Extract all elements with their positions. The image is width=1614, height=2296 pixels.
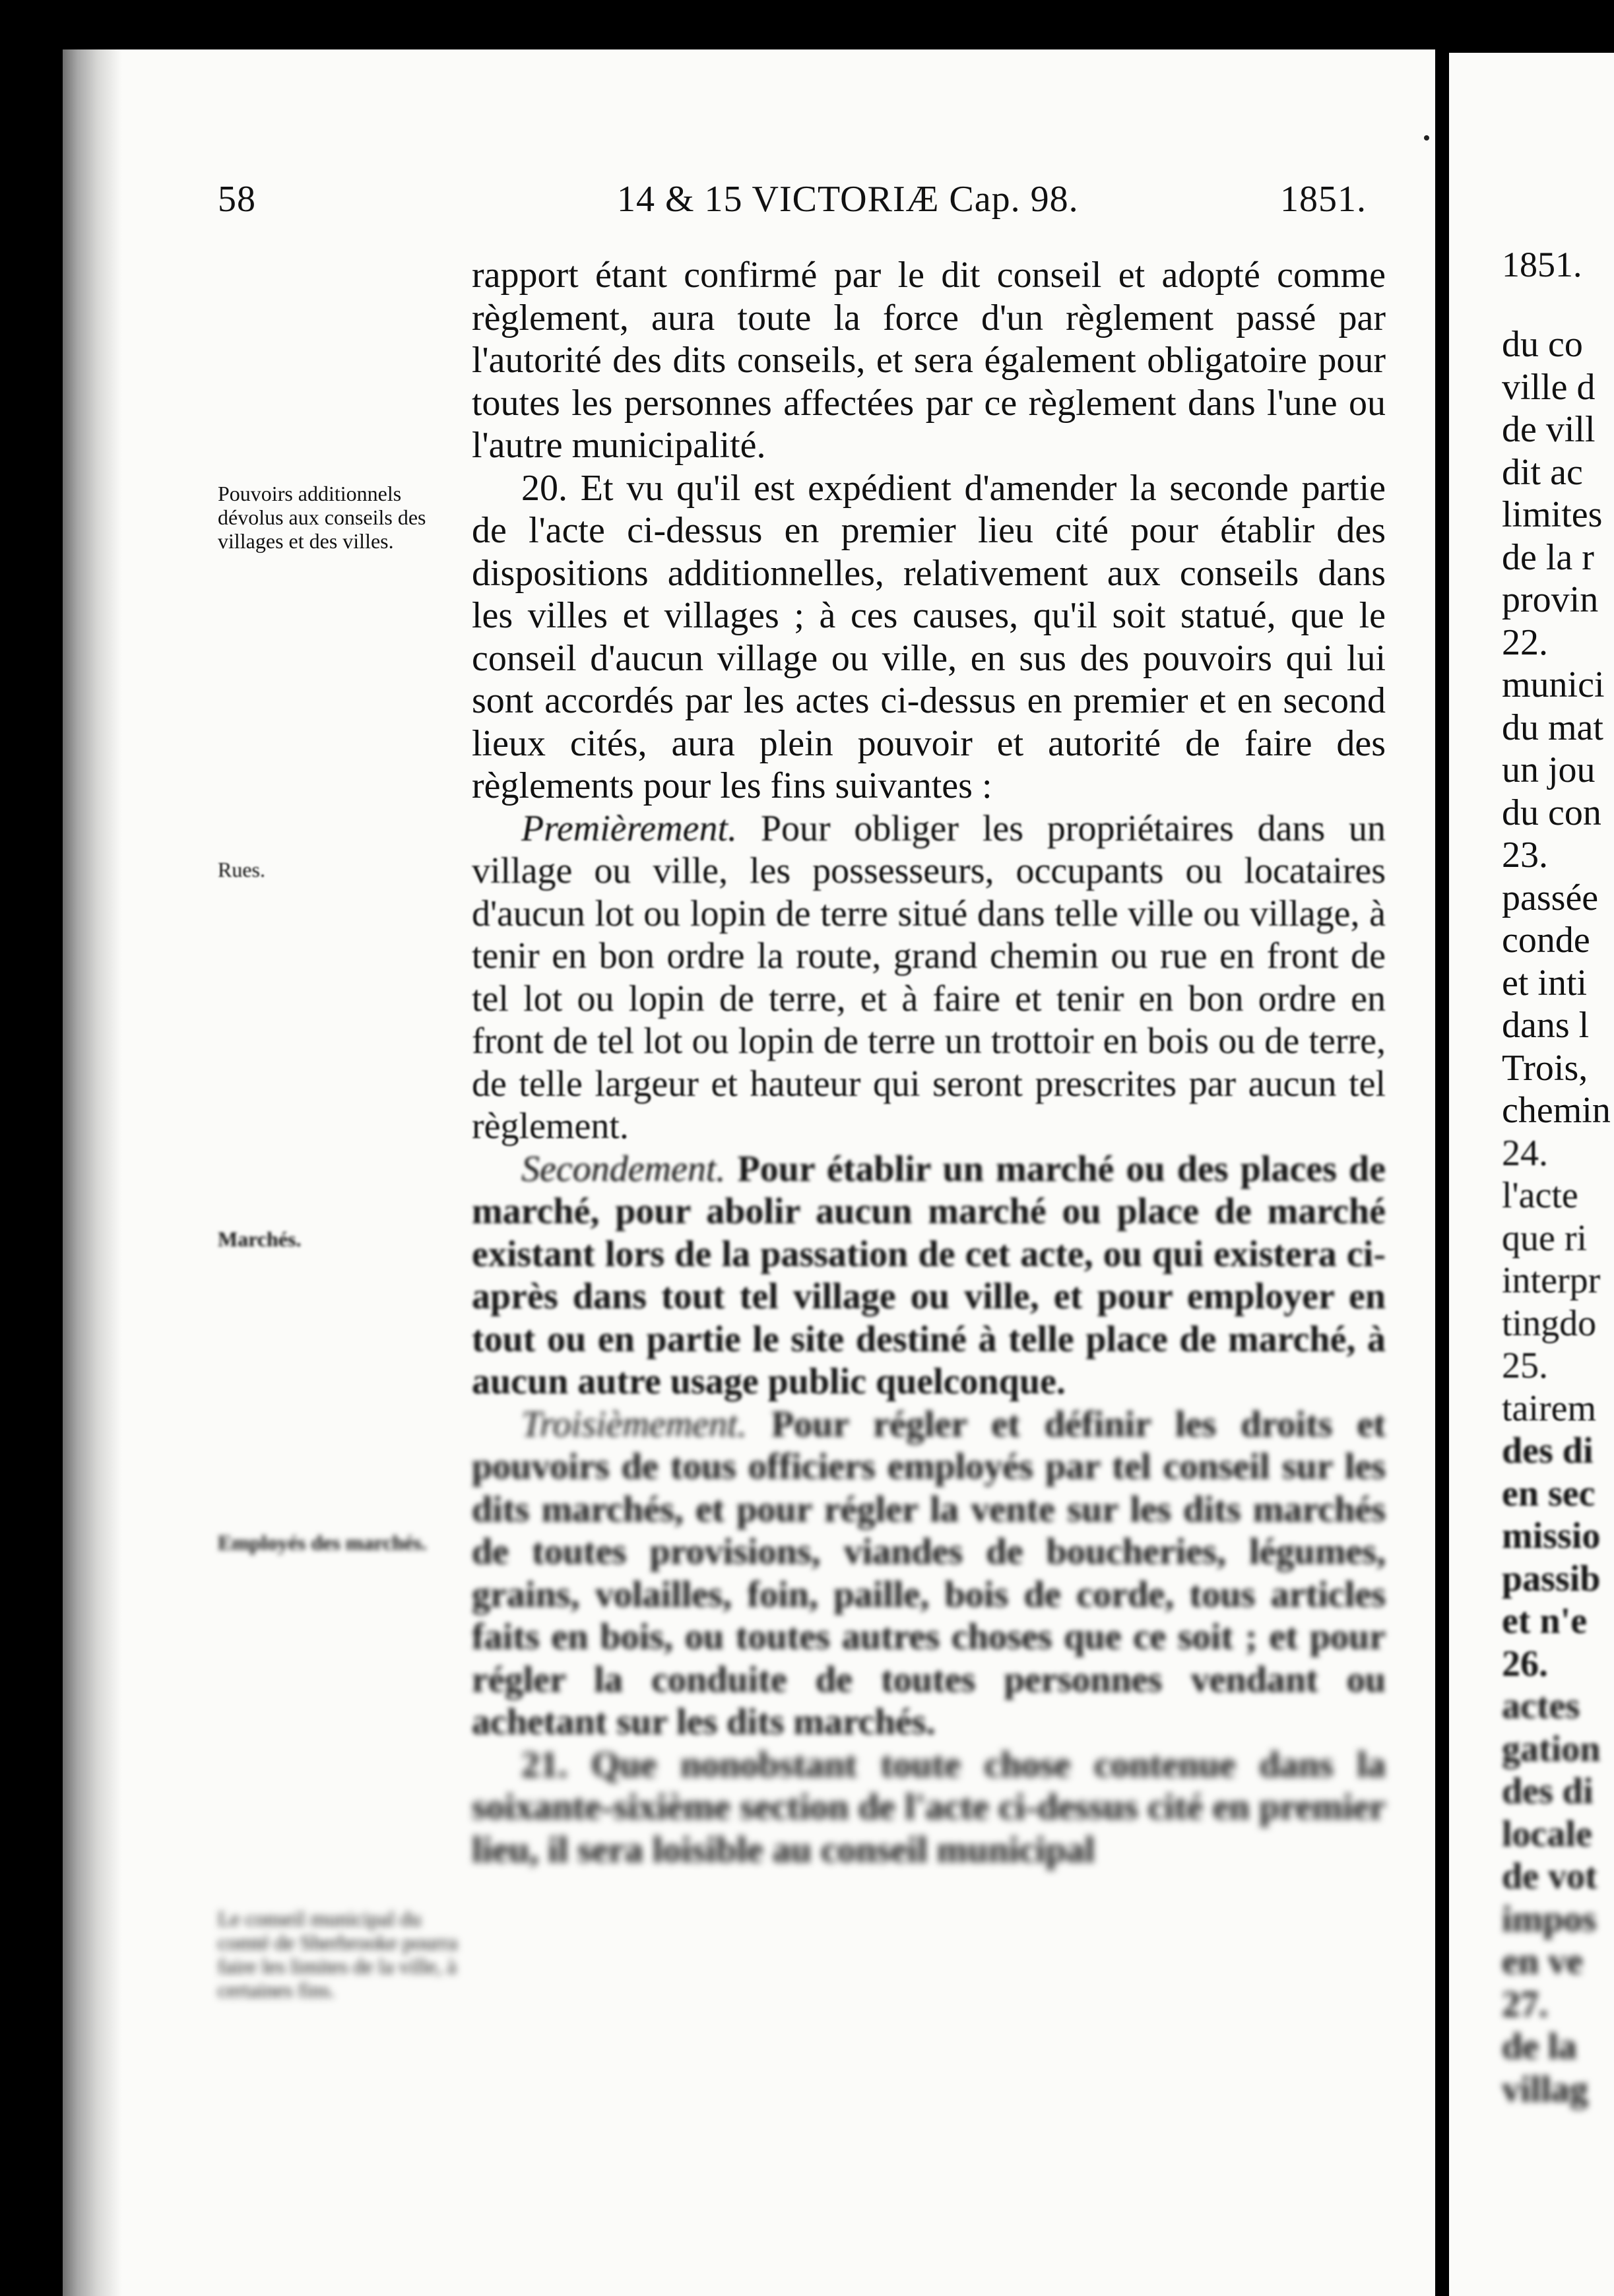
right-page-line: passib [1502, 1558, 1601, 1599]
right-page-line: en sec [1502, 1473, 1596, 1514]
running-year: 1851. [1280, 179, 1367, 220]
lead-secondement: Secondement. [521, 1148, 726, 1190]
right-page-line: et inti [1502, 962, 1588, 1004]
right-page-line: villag [1502, 2068, 1588, 2110]
margin-note-marches: Marchés. [218, 1227, 302, 1251]
right-page-line: ville d [1502, 366, 1596, 408]
paragraph-section-21: 21. Que nonobstant toute chose contenue dans la soixante-sixième section de l'acte ci-dessus cité en premier lieu, il sera loisible au conseil municipal [472, 1744, 1386, 1870]
right-page-line: limites [1502, 494, 1603, 535]
right-page-line: impos [1502, 1898, 1597, 1940]
right-page-line: provin [1502, 579, 1599, 620]
right-page-line: un jou [1502, 749, 1596, 790]
right-page-line: en ve [1502, 1941, 1583, 1982]
right-page-fragments [1502, 323, 1614, 2111]
paragraph-premierement [472, 808, 1386, 1148]
margin-note-employes: Employés des marchés. [218, 1531, 427, 1554]
right-page-line: et n'e [1502, 1601, 1588, 1642]
right-page-line: de la [1502, 2026, 1577, 2067]
margin-note-conseil: Le conseil municipal du comté de Sherbrooke pourra faire les limites de la ville, à certaines fins. [218, 1907, 458, 2002]
right-page-line: munici [1502, 664, 1605, 705]
right-page-line: tairem [1502, 1387, 1597, 1429]
right-page-line: de la r [1502, 536, 1594, 578]
right-page-line: 25. [1502, 1345, 1548, 1386]
right-page-line: du mat [1502, 707, 1603, 748]
book-gutter [63, 49, 122, 2296]
right-page-line: des di [1502, 1771, 1594, 1812]
right-page-line: l'acte [1502, 1175, 1578, 1216]
right-page [1449, 53, 1614, 2296]
right-page-line: 26. [1502, 1643, 1548, 1684]
right-page-line: des di [1502, 1430, 1594, 1471]
right-page-line: tingdo [1502, 1302, 1597, 1344]
right-page-line: chemin [1502, 1090, 1611, 1131]
margin-note-rues: Rues. [218, 858, 265, 881]
paragraph-rapport: rapport étant confirmé par le dit conseil et adopté comme règlement, aura toute la force d'un règlement passé par l'autorité des dits conseils, et sera également obligatoire pour toutes les personnes affectées par ce règlement dans l'une ou l'autre municipalité. [472, 255, 1386, 466]
right-page-line: actes [1502, 1686, 1580, 1727]
right-page-line: interpr [1502, 1260, 1601, 1301]
paragraph-troisiemement [472, 1403, 1386, 1744]
ink-speck [1424, 135, 1429, 141]
right-page-line: du con [1502, 792, 1601, 833]
right-page-line: Trois, [1502, 1047, 1588, 1089]
running-head [0, 178, 1614, 224]
right-page-line: dit ac [1502, 451, 1583, 493]
running-title: 14 & 15 VICTORIÆ Cap. 98. [617, 179, 1079, 220]
right-page-line: dans l [1502, 1005, 1590, 1046]
text-troisiemement: Pour régler et définir les droits et pouvoirs de tous officiers employés par tel conseil sur les dits marchés, et pour régler la vente sur les dits marchés de toutes provisions, viandes de boucheries, légumes, grains, volailles, foin, paille, bois de corde, tous articles faits en bois, ou toutes autres choses que ce soit ; et pour régler la conduite de toutes personnes vendant ou achetant sur les dits marchés. [472, 1403, 1386, 1742]
right-page-line: de vot [1502, 1856, 1598, 1897]
right-page-line: conde [1502, 920, 1590, 961]
right-page-line: 24. [1502, 1132, 1548, 1174]
folio-number: 58 [218, 179, 256, 220]
lead-troisiemement: Troisièmement. [521, 1403, 747, 1445]
text-premierement: Pour obliger les propriétaires dans un village ou ville, les possesseurs, occupants ou locataires d'aucun lot ou lopin de terre situé dans telle ville ou village, à tenir en bon ordre la route, grand chemin ou rue en front de tel lot ou lopin de terre, et à faire et tenir en bon ordre en front de tel lot ou lopin de terre un trottoir en bois ou de terre, de telle largeur et hauteur qui seront prescrites par aucun tel règlement. [472, 808, 1386, 1147]
right-page-line: missio [1502, 1515, 1601, 1556]
right-page-line: 22. [1502, 622, 1548, 663]
text-secondement: Pour établir un marché ou des places de marché, pour abolir aucun marché ou place de marché existant lors de la passation de cet acte, ou qui existera ci-après dans tout tel village ou ville, et pour employer en tout ou en partie le site destiné à telle place de marché, à aucun autre usage public quelconque. [472, 1148, 1386, 1402]
right-page-line: gation [1502, 1728, 1601, 1770]
right-page-line: de vill [1502, 409, 1596, 450]
right-page-line: 23. [1502, 835, 1548, 876]
right-page-line: passée [1502, 877, 1599, 918]
right-page-year: 1851. [1502, 245, 1582, 284]
lead-premierement: Premièrement. [521, 808, 738, 849]
paragraph-secondement [472, 1148, 1386, 1403]
paragraph-section-20: 20. Et vu qu'il est expédient d'amender la seconde partie de l'acte ci-dessus en premier lieu cité pour établir des dispositions additionnelles, relativement aux conseils dans les villes et villages ; à ces causes, qu'il soit statué, que le conseil d'aucun village ou ville, en sus des pouvoirs qui lui sont accordés par les actes ci-dessus en premier et en second lieux cités, aura plein pouvoir et autorité de faire des règlements pour les fins suivantes : [472, 467, 1386, 806]
right-page-line: 27. [1502, 1983, 1548, 2025]
right-page-line: du co [1502, 324, 1583, 365]
margin-note-pouvoirs: Pouvoirs additionnels dévolus aux conseils des villages et des villes. [218, 482, 426, 553]
body-text [472, 254, 1386, 1871]
right-page-line: locale [1502, 1813, 1592, 1855]
right-page-line: que ri [1502, 1217, 1588, 1259]
